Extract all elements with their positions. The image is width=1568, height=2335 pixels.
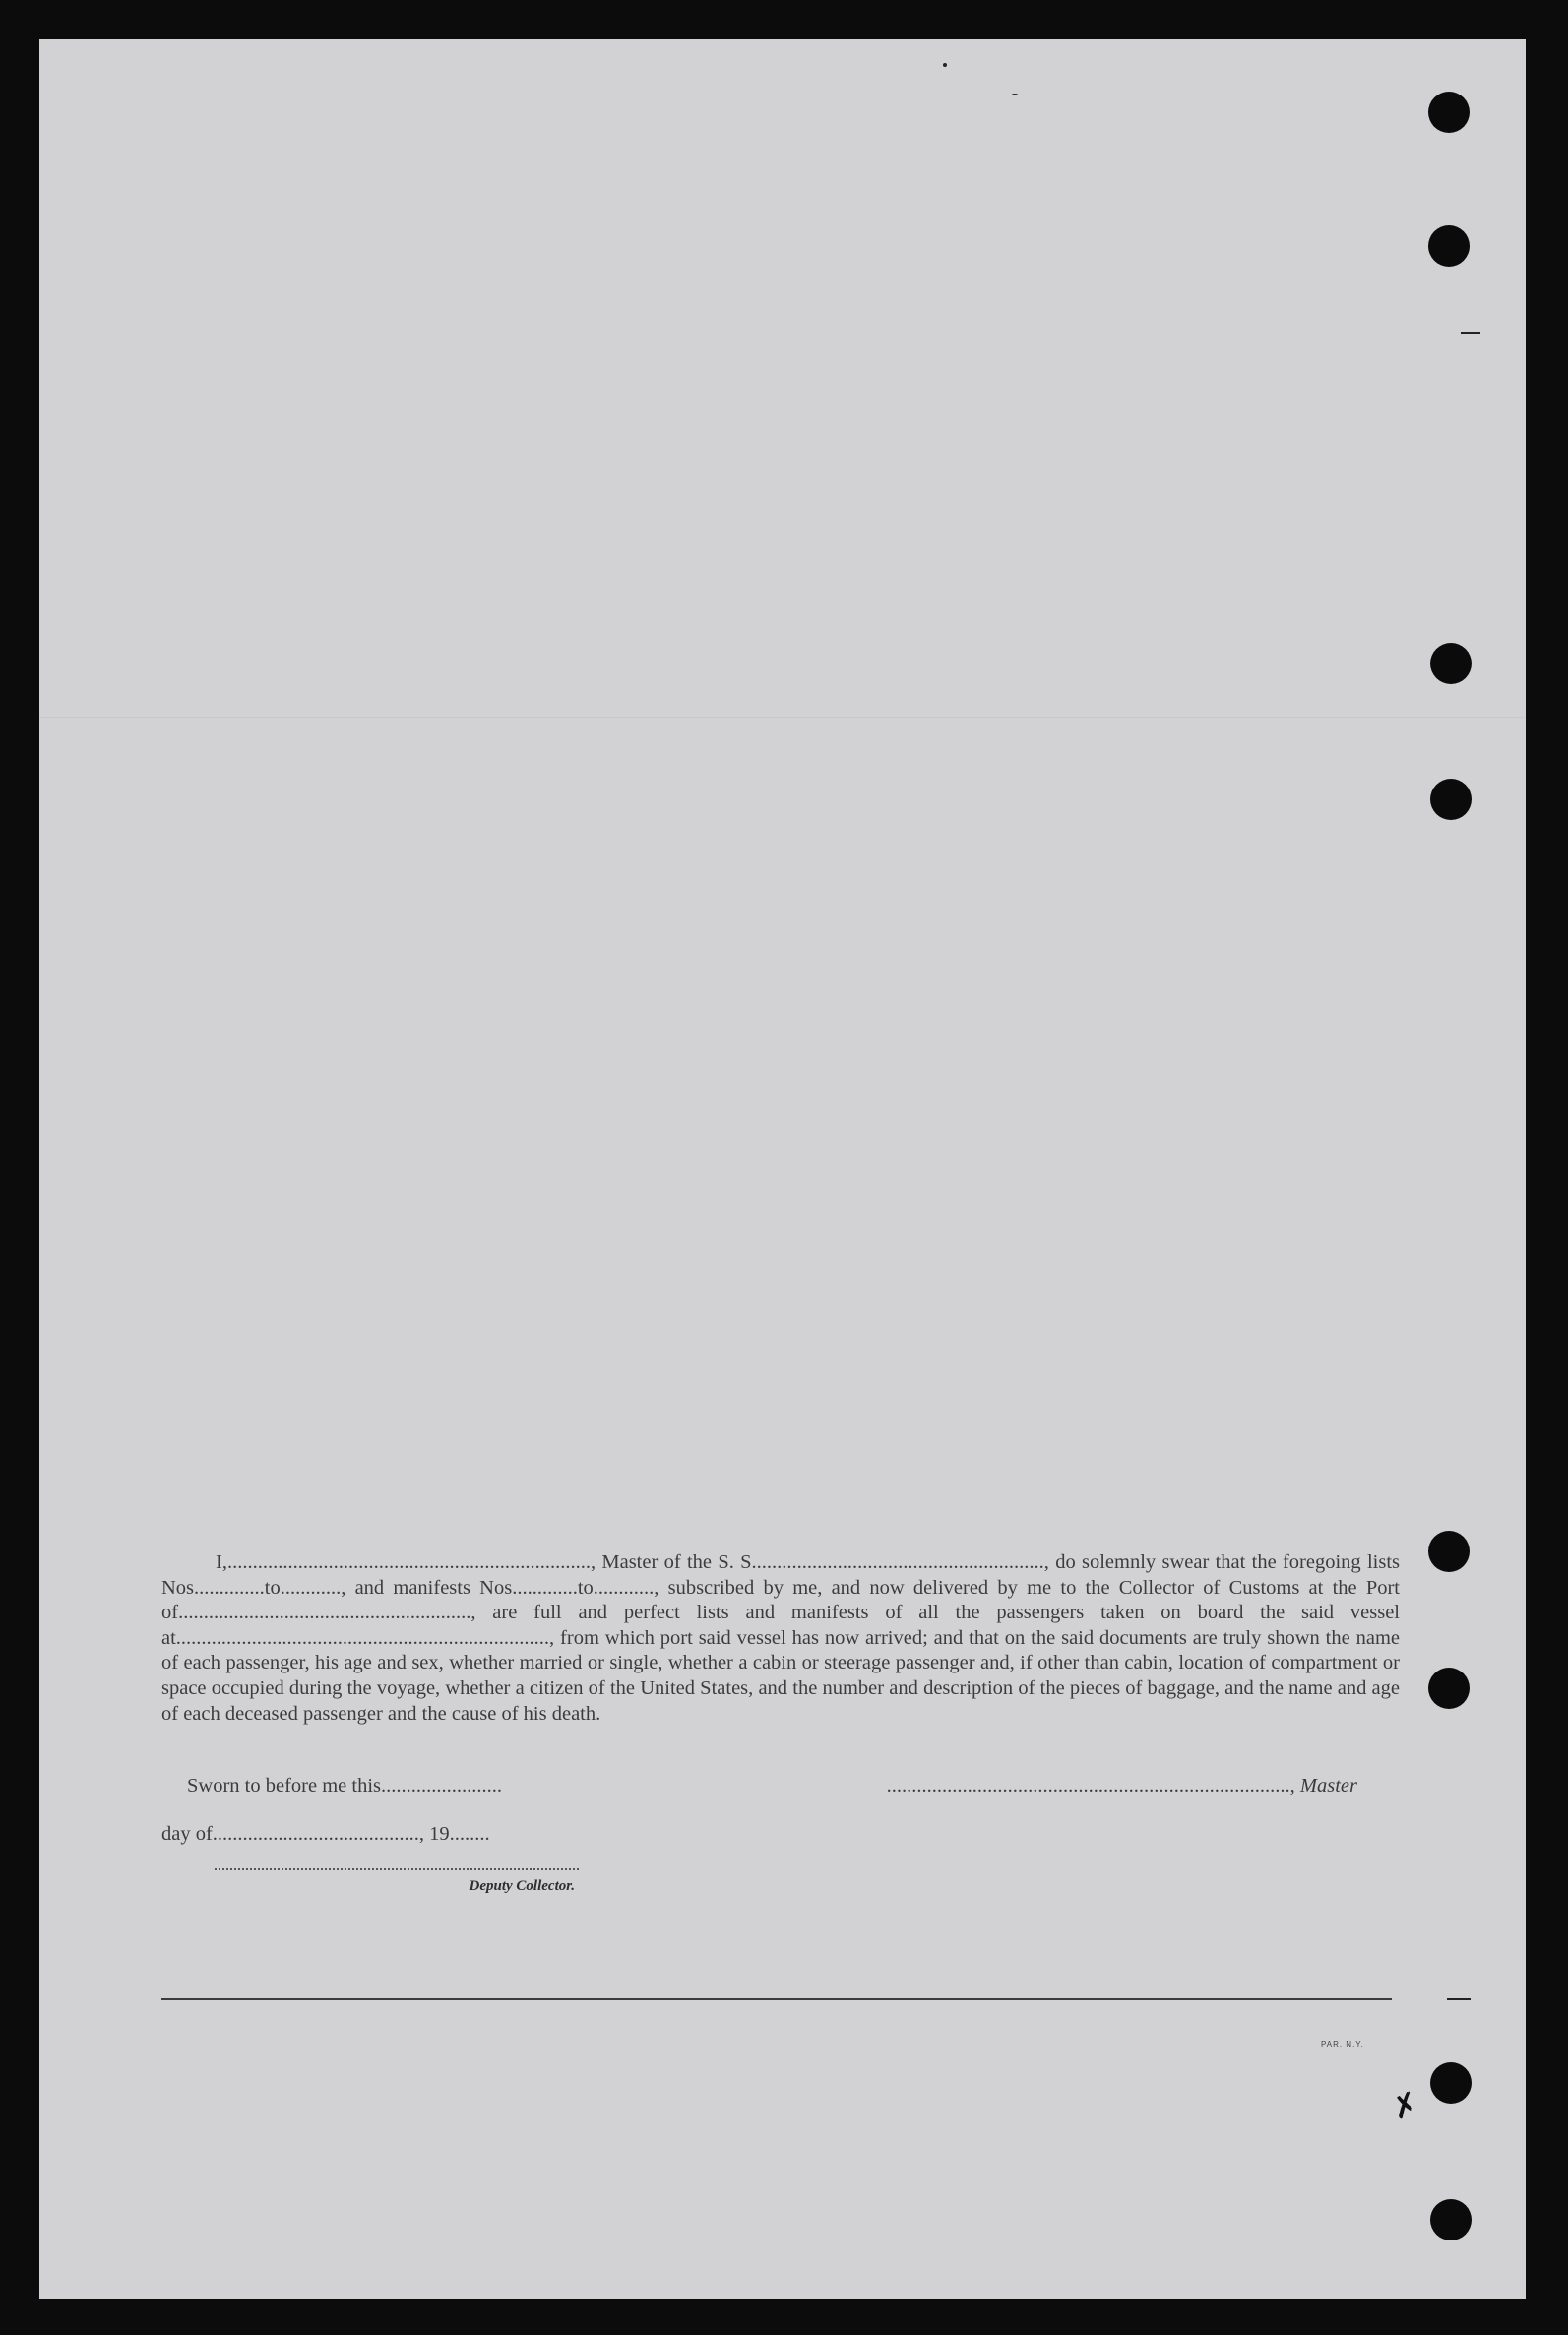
master-label: Master — [1299, 1775, 1357, 1797]
binding-hole-4 — [1430, 779, 1472, 820]
deputy-signature-dots — [215, 1868, 579, 1870]
master-signature-dots: ................................................................................, — [886, 1775, 1295, 1797]
binding-hole-1 — [1428, 92, 1470, 133]
binding-hole-6 — [1428, 1668, 1470, 1709]
binding-hole-2 — [1428, 225, 1470, 267]
master-signature-line — [887, 1775, 1357, 1798]
x-mark-icon: ✗ — [1386, 2083, 1424, 2128]
oath-text: I,........................................................................, Master of the S. S.........................................................., do solemnly swear that the foregoing lists Nos..............to............, and manifests Nos.............to............, subscribed by me, and now delivered by me to the Collector of Customs at the Port of.........................................................., are full and perfect lists and manifests of all the passengers taken on board the said vessel at.........................................................................., from which port said vessel has now arrived; and that on the said documents are truly shown the name of each passenger, his age and sex, whether married or single, whether a cabin or steerage passenger and, if other than cabin, location of compartment or space occupied during the voyage, whether a citizen of the United States, and the number and description of the pieces of baggage, and the name and age of each deceased passenger and the cause of his death. — [161, 1551, 1400, 1725]
edge-tick-mark — [1447, 1998, 1471, 2000]
fold-line — [39, 717, 1526, 718]
binding-hole-3 — [1430, 643, 1472, 684]
deputy-collector-label: Deputy Collector. — [469, 1878, 575, 1894]
horizontal-rule — [161, 1998, 1392, 2000]
ink-speck — [1012, 94, 1018, 95]
sworn-before-line: Sworn to before me this........................ — [187, 1775, 502, 1797]
printer-mark: PAR. N.Y. — [1321, 2040, 1364, 2049]
binding-hole-7 — [1430, 2062, 1472, 2104]
binding-hole-5 — [1428, 1531, 1470, 1572]
edge-tick-mark — [1461, 332, 1480, 334]
binding-hole-8 — [1430, 2199, 1472, 2240]
day-of-line: day of........................................., 19........ — [161, 1823, 490, 1845]
oath-paragraph — [161, 1550, 1400, 1727]
document-page — [39, 39, 1526, 2299]
ink-speck — [943, 63, 947, 67]
